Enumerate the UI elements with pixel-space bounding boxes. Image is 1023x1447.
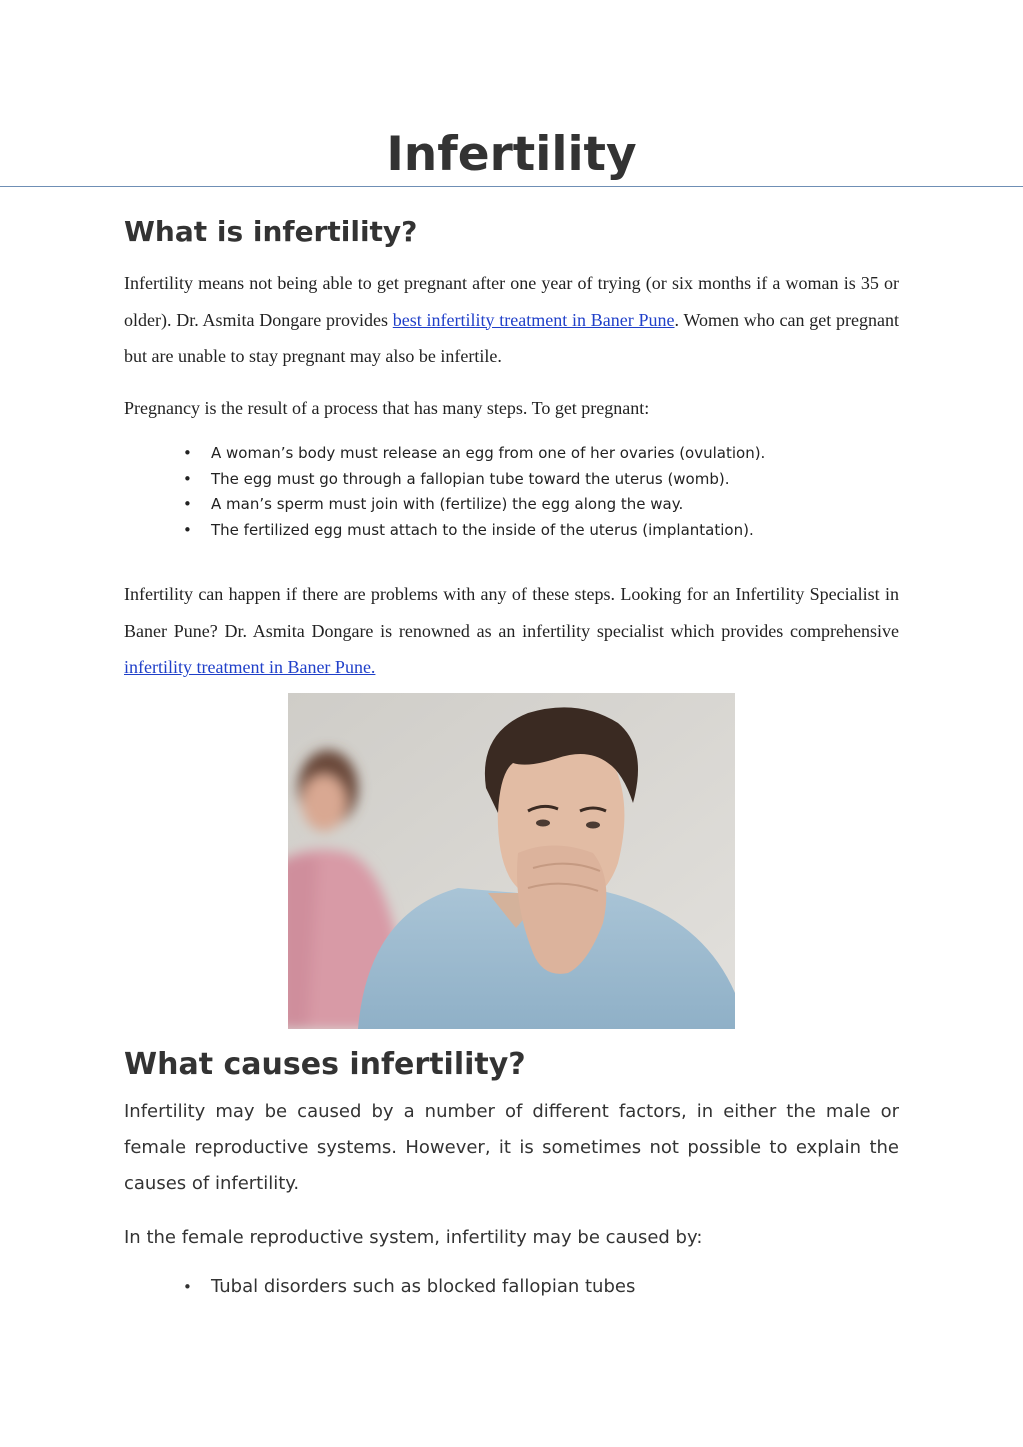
bullet-icon: • — [183, 444, 192, 462]
bullet-icon: • — [183, 495, 192, 513]
specialist-paragraph — [124, 576, 899, 686]
list-item-text: The fertilized egg must attach to the inside of the uterus (implantation). — [211, 520, 754, 539]
bullet-icon: • — [183, 1278, 192, 1296]
list-item-text: A man’s sperm must join with (fertilize) the egg along the way. — [211, 495, 684, 513]
intro-text-before-link: Infertility means not being able to get pregnant after one year of trying (or six months if a woman is 35 or older). Dr. Asmita Dongare provides — [124, 273, 899, 330]
list-item-text: The egg must go through a fallopian tube toward the uterus (womb). — [211, 469, 730, 488]
pregnancy-steps-list — [0, 441, 765, 543]
couple-photo — [288, 693, 735, 1029]
causes-paragraph: Infertility may be caused by a number of different factors, in either the male or female reproductive systems. However, it is sometimes not possible to explain the causes of infertility. — [124, 1101, 899, 1194]
section-heading-what-is-infertility: What is infertility? — [124, 215, 418, 248]
bullet-icon: • — [183, 520, 192, 539]
female-causes-intro: In the female reproductive system, infertility may be caused by: — [124, 1227, 703, 1248]
list-item-text: Tubal disorders such as blocked fallopian tubes — [211, 1276, 636, 1297]
list-item-text: A woman’s body must release an egg from one of her ovaries (ovulation). — [211, 444, 766, 462]
intro-text-after-link: . Women who can get pregnant but are unable to stay pregnant may also be infertile. — [124, 309, 899, 366]
page-title: Infertility — [386, 127, 637, 182]
list-item — [0, 1270, 635, 1304]
intro-paragraph — [124, 265, 899, 375]
pregnancy-steps-intro: Pregnancy is the result of a process that has many steps. To get pregnant: — [124, 398, 650, 418]
bullet-icon: • — [183, 469, 192, 488]
female-causes-list — [0, 1270, 635, 1304]
specialist-text-before-link: Infertility can happen if there are problems with any of these steps. Looking for an Infertility Specialist in Baner Pune? Dr. Asmita Dongare is renowned as an infertility specialist which provides comprehensive — [124, 584, 899, 641]
list-item — [0, 467, 765, 493]
title-divider — [0, 186, 1023, 187]
list-item — [0, 492, 765, 518]
section-heading-what-causes-infertility: What causes infertility? — [124, 1047, 526, 1082]
infertility-treatment-link[interactable]: infertility treatment in Baner Pune. — [124, 657, 376, 677]
list-item — [0, 441, 765, 467]
best-infertility-treatment-link[interactable]: best infertility treatment in Baner Pune — [392, 309, 675, 330]
list-item — [0, 518, 765, 544]
